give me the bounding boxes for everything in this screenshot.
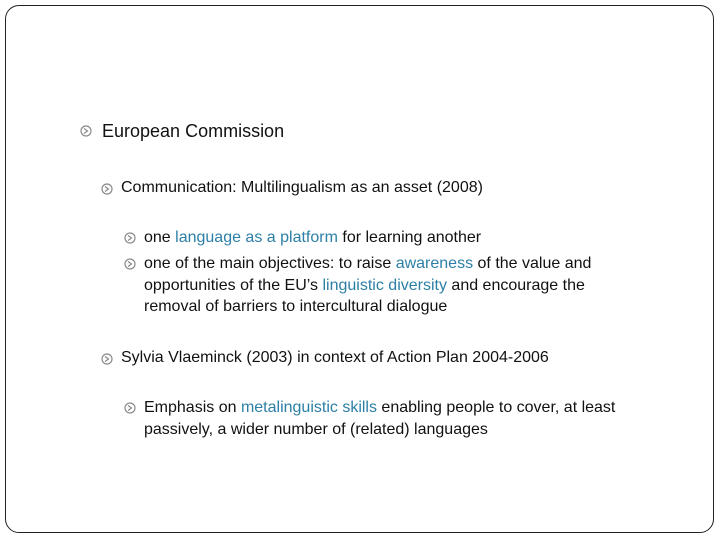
text-line [144,397,615,419]
bullet-sylvia-vlaeminck [101,348,549,368]
bullet-language-platform [124,227,481,249]
bullet-icon [80,120,97,137]
bullet-communication [101,178,483,198]
bullet-text: Communication: Multilingualism as an asset (2008) [121,179,483,196]
highlight-term: language as a platform [175,229,338,246]
text-segment: enabling people to cover, at least [376,399,616,416]
bullet-main-objectives [124,253,591,318]
bullet-text [144,227,481,249]
text-segment: one [144,229,176,246]
text-segment: and encourage the [446,276,585,294]
bullet-emphasis [124,397,615,440]
bullet-text: European Commission [102,121,285,141]
highlight-term: metalinguistic skills [240,399,377,416]
bullet-icon [101,178,118,195]
bullet-icon [124,227,141,244]
text-segment: one of the main objectives: to raise [144,255,396,272]
text-line [144,419,615,441]
text-segment: passively, a wider number of (related) languages [144,420,488,438]
text-line [144,296,591,318]
text-segment: removal of barriers to intercultural dialogue [144,298,448,315]
text-segment: Emphasis on [144,399,241,416]
highlight-term: linguistic diversity [322,276,447,294]
text-segment: for learning another [337,229,482,246]
text-line [144,275,591,297]
bullet-text [144,253,591,318]
highlight-term: awareness [395,255,474,272]
text-line [144,253,591,275]
bullet-text [144,397,615,440]
bullet-text: Sylvia Vlaeminck (2003) in context of Action Plan 2004-2006 [121,349,549,366]
bullet-icon [124,397,141,414]
bullet-icon [101,348,118,365]
text-segment: of the value and [473,255,592,272]
text-segment: opportunities of the EU’s [144,276,323,294]
bullet-icon [124,253,141,270]
bullet-european-commission [80,120,284,142]
